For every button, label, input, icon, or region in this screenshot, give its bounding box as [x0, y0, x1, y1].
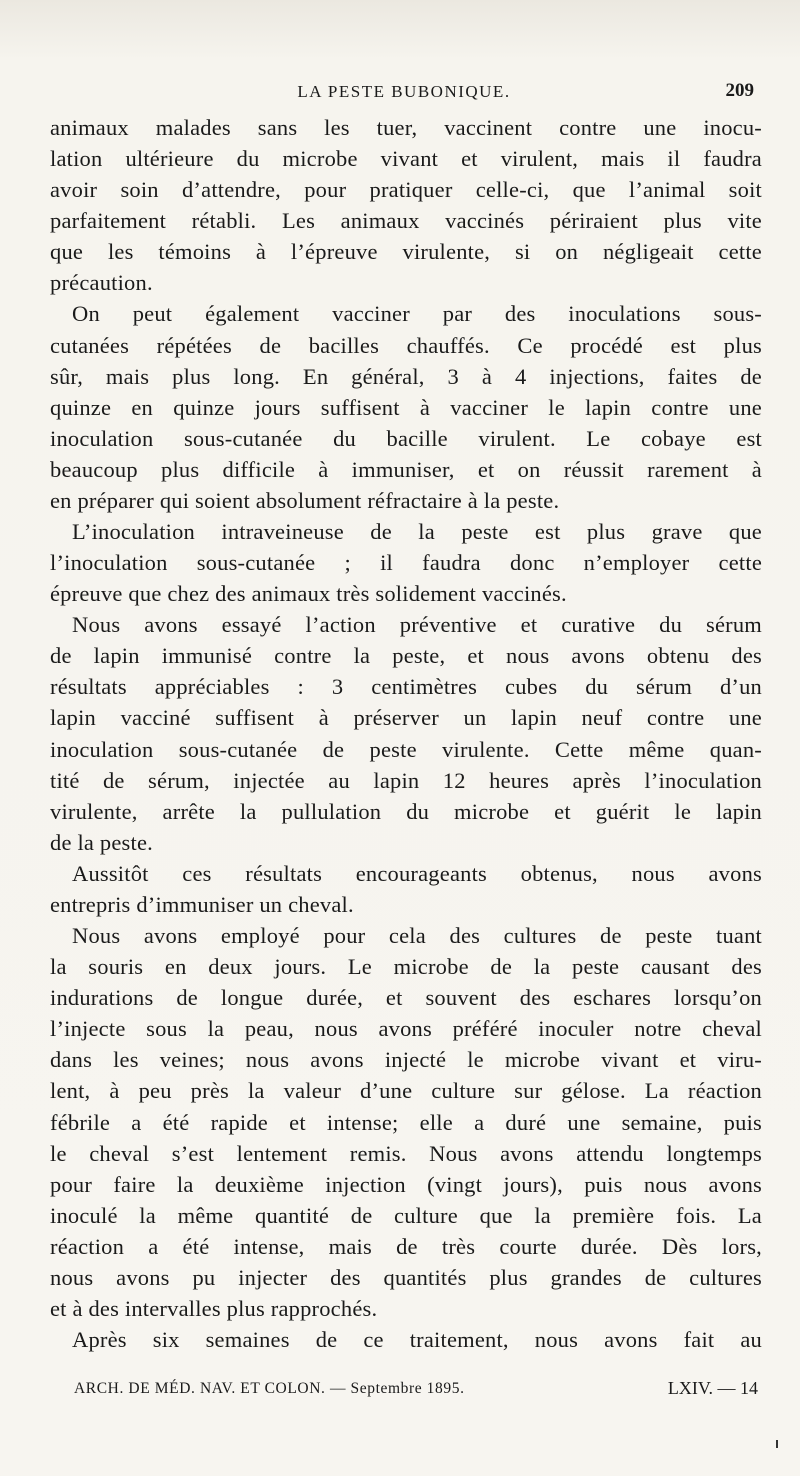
text-line: dans les veines; nous avons injecté le microbe vivant et viru- — [50, 1047, 762, 1073]
text-line: l’inoculation sous-cutanée ; il faudra donc n’employer cette — [50, 550, 762, 576]
text-line: inoculation sous-cutanée du bacille virulent. Le cobaye est — [50, 425, 762, 451]
text-line: que les témoins à l’épreuve virulente, si on négligeait cette — [50, 239, 762, 265]
text-line: précaution. — [50, 270, 153, 296]
text-line: en préparer qui soient absolument réfractaire à la peste. — [50, 487, 560, 513]
text-line: avoir soin d’attendre, pour pratiquer celle-ci, que l’animal soit — [50, 177, 762, 203]
text-line: animaux malades sans les tuer, vaccinent contre une inocu- — [50, 115, 762, 140]
text-line: Nous avons essayé l’action préventive et curative du sérum — [72, 612, 762, 638]
print-mark — [776, 1440, 778, 1448]
text-line: résultats appréciables : 3 centimètres cubes du sérum d’un — [50, 674, 762, 700]
text-line: virulente, arrête la pullulation du microbe et guérit le lapin — [50, 798, 762, 824]
signature-mark: LXIV. — 14 — [667, 1378, 758, 1398]
text-line: inoculé la même quantité de culture que la première fois. La — [50, 1202, 762, 1228]
text-line: Après six semaines de ce traitement, nous avons fait au — [72, 1327, 762, 1353]
text-line: parfaitement rétabli. Les animaux vaccinés périraient plus vite — [50, 208, 762, 234]
text-line: de la peste. — [50, 829, 153, 855]
text-line: et à des intervalles plus rapprochés. — [50, 1295, 378, 1321]
text-line: entrepris d’immuniser un cheval. — [50, 891, 354, 917]
page-number: 209 — [725, 80, 754, 101]
text-line: pour faire la deuxième injection (vingt jours), puis nous avons — [50, 1171, 762, 1197]
text-line: lation ultérieure du microbe vivant et virulent, mais il faudra — [50, 146, 762, 172]
text-line: On peut également vacciner par des inoculations sous- — [72, 301, 762, 327]
text-line: L’inoculation intraveineuse de la peste est plus grave que — [72, 519, 762, 545]
text-line: la souris en deux jours. Le microbe de la peste causant des — [50, 954, 762, 980]
text-line: inoculation sous-cutanée de peste virulente. Cette même quan- — [50, 736, 762, 762]
text-line: réaction a été intense, mais de très courte durée. Dès lors, — [50, 1233, 762, 1259]
body-text — [50, 112, 762, 1355]
journal-citation: ARCH. DE MÉD. NAV. ET COLON. — Septembre 1895. — [74, 1380, 465, 1397]
text-line: de lapin immunisé contre la peste, et nous avons obtenu des — [50, 643, 762, 669]
text-line: quinze en quinze jours suffisent à vacciner le lapin contre une — [50, 394, 762, 420]
text-line: Nous avons employé pour cela des cultures de peste tuant — [72, 923, 762, 949]
text-line: lapin vacciné suffisent à préserver un lapin neuf contre une — [50, 705, 762, 731]
text-line: l’injecte sous la peau, nous avons préféré inoculer notre cheval — [50, 1016, 762, 1042]
page-footer — [50, 1378, 762, 1408]
text-line: le cheval s’est lentement remis. Nous avons attendu longtemps — [50, 1140, 762, 1166]
text-line: indurations de longue durée, et souvent des eschares lorsqu’on — [50, 985, 762, 1011]
text-line: lent, à peu près la valeur d’une culture sur gélose. La réaction — [50, 1078, 762, 1104]
text-line: nous avons pu injecter des quantités plus grandes de cultures — [50, 1264, 762, 1290]
text-line: sûr, mais plus long. En général, 3 à 4 injections, faites de — [50, 363, 762, 389]
text-line: fébrile a été rapide et intense; elle a duré une semaine, puis — [50, 1109, 762, 1135]
running-title: LA PESTE BUBONIQUE. — [297, 82, 511, 101]
text-line: beaucoup plus difficile à immuniser, et on réussit rarement à — [50, 456, 762, 482]
text-line: épreuve que chez des animaux très solidement vaccinés. — [50, 581, 567, 607]
page-header — [48, 78, 760, 108]
text-line: tité de sérum, injectée au lapin 12 heures après l’inoculation — [50, 767, 762, 793]
text-line: Aussitôt ces résultats encourageants obtenus, nous avons — [72, 860, 762, 886]
text-line: cutanées répétées de bacilles chauffés. Ce procédé est plus — [50, 332, 762, 358]
